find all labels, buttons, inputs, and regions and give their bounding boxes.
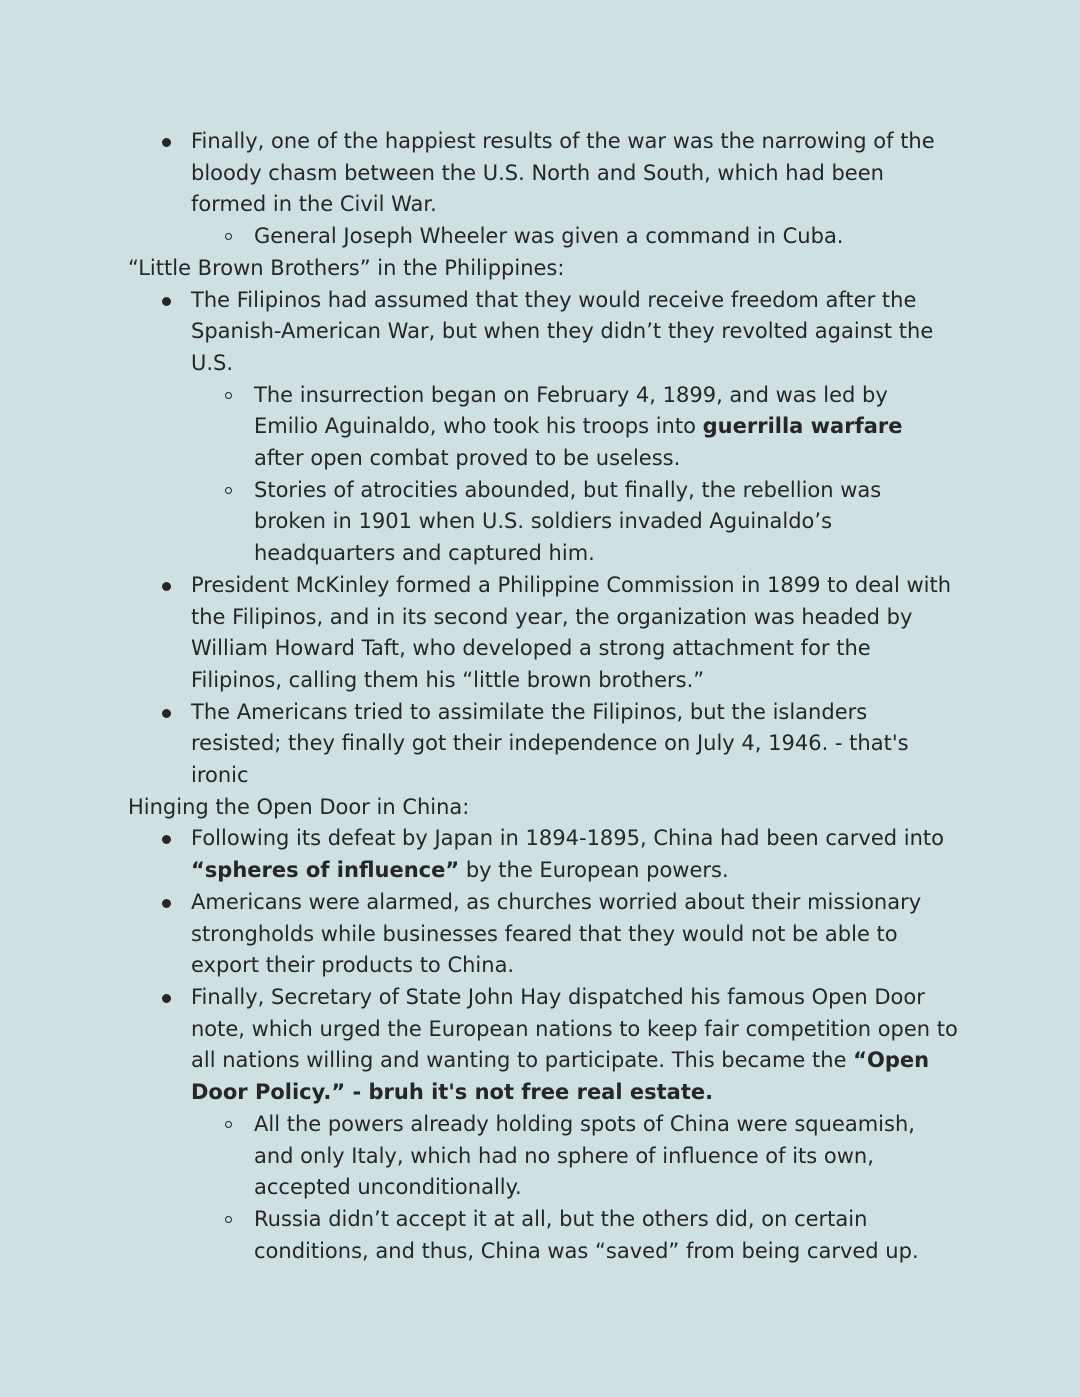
sub-list — [191, 221, 958, 253]
sub-list — [191, 1109, 958, 1268]
bullet-dot-icon — [162, 994, 171, 1003]
bullet-text: The Americans tried to assimilate the Filipinos, but the islanders resisted; they finally got their independence on July 4, 1946. - that's ironic — [191, 699, 909, 788]
bullet-text: Americans were alarmed, as churches worried about their missionary strongholds while businesses feared that they would not be able to export their products to China. — [191, 889, 922, 978]
bullet-dot-icon — [162, 138, 171, 147]
list-item — [191, 887, 958, 982]
sub-list-item — [254, 221, 958, 253]
bullet-text-pre: Finally, Secretary of State John Hay dispatched his famous Open Door note, which urged the European nations to keep fair competition open to all nations willing and wanting to participate. This became the — [191, 984, 958, 1073]
sub-bullet-text: Stories of atrocities abounded, but finally, the rebellion was broken in 1901 when U.S. soldiers invaded Aguinaldo’s headquarters and captured him. — [254, 477, 882, 566]
bullet-circle-icon — [225, 1216, 232, 1223]
bullet-circle-icon — [225, 233, 232, 240]
sub-bullet-text: All the powers already holding spots of China were squeamish, and only Italy, which had no sphere of influence of its own, accepted unconditionally. — [254, 1111, 915, 1200]
sub-list-item — [254, 1109, 958, 1204]
sub-list-item — [254, 475, 958, 570]
sub-list-item — [254, 380, 958, 475]
sub-bullet-text: General Joseph Wheeler was given a command in Cuba. — [254, 224, 844, 249]
sub-list — [191, 380, 958, 570]
bullet-dot-icon — [162, 835, 171, 844]
bullet-dot-icon — [162, 899, 171, 908]
bullet-text: President McKinley formed a Philippine Commission in 1899 to deal with the Filipinos, and in its second year, the organization was headed by William Howard Taft, who developed a strong attachment for the Filipinos, calling them his “little brown brothers.” — [191, 572, 952, 692]
bullet-dot-icon — [162, 582, 171, 591]
bullet-dot-icon — [162, 297, 171, 306]
bullet-text: Finally, one of the happiest results of the war was the narrowing of the bloody chasm between the U.S. North and South, which had been formed in the Civil War. — [191, 129, 935, 217]
list-item — [191, 697, 958, 792]
section-heading-philippines: “Little Brown Brothers” in the Philippines: — [128, 255, 565, 280]
bullet-circle-icon — [225, 487, 232, 494]
list-item — [191, 823, 958, 886]
term-open-door-policy: “Open Door Policy.” - bruh it's not free real estate. — [191, 1048, 930, 1105]
bullet-text-post: by the European powers. — [459, 858, 729, 883]
section1-list — [128, 285, 958, 792]
list-item — [191, 285, 958, 570]
term-spheres-of-influence: “spheres of influence” — [191, 858, 460, 883]
sub-bullet-text-pre: The insurrection began on February 4, 1899, and was led by Emilio Aguinaldo, who took his troops into — [254, 382, 888, 439]
list-item — [191, 126, 958, 253]
section0-list — [128, 126, 958, 253]
list-item — [191, 982, 958, 1267]
bullet-dot-icon — [162, 709, 171, 718]
bullet-text-pre: Following its defeat by Japan in 1894-1895, China had been carved into — [191, 826, 944, 851]
sub-bullet-text-post: after open combat proved to be useless. — [254, 446, 681, 471]
bullet-circle-icon — [225, 1121, 232, 1128]
section2-list — [128, 823, 958, 1267]
sub-list-item — [254, 1204, 958, 1267]
sub-bullet-text: Russia didn’t accept it at all, but the others did, on certain conditions, and thus, China was “saved” from being carved up. — [254, 1206, 919, 1263]
term-guerrilla-warfare: guerrilla warfare — [702, 414, 903, 439]
list-item — [191, 570, 958, 697]
bullet-text: The Filipinos had assumed that they would receive freedom after the Spanish-American War, but when they didn’t they revolted against the U.S. — [191, 287, 934, 375]
bullet-circle-icon — [225, 392, 232, 399]
section-heading-open-door: Hinging the Open Door in China: — [128, 794, 470, 819]
